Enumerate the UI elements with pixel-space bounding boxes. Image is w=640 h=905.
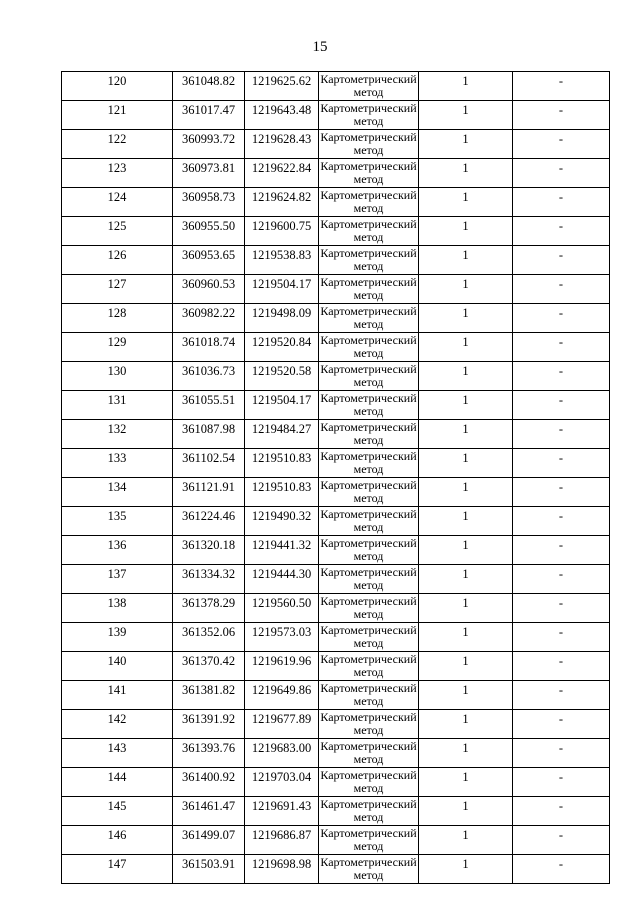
method-cell: Картометрический метод: [320, 420, 417, 447]
table-row: [62, 420, 610, 449]
y-coordinate-cell: 1219444.30: [245, 565, 319, 594]
accuracy-cell: 1: [419, 507, 513, 536]
x-coordinate-cell: 361391.92: [173, 710, 245, 739]
table-row: [62, 826, 610, 855]
x-coordinate-cell: 361461.47: [173, 797, 245, 826]
point-number-cell: 122: [62, 130, 173, 159]
y-coordinate-cell: 1219691.43: [245, 797, 319, 826]
x-coordinate-cell: 361378.29: [173, 594, 245, 623]
method-cell: Картометрический метод: [320, 710, 417, 737]
table-row: [62, 797, 610, 826]
method-cell: Картометрический метод: [320, 565, 417, 592]
method-cell: Картометрический метод: [320, 391, 417, 418]
point-number-cell: 140: [62, 652, 173, 681]
y-coordinate-cell: 1219498.09: [245, 304, 319, 333]
accuracy-cell: 1: [419, 565, 513, 594]
extra-cell: -: [513, 420, 610, 449]
extra-cell: -: [513, 217, 610, 246]
extra-cell: -: [513, 304, 610, 333]
table-row: [62, 72, 610, 101]
method-cell: Картометрический метод: [320, 478, 417, 505]
x-coordinate-cell: 361055.51: [173, 391, 245, 420]
accuracy-cell: 1: [419, 768, 513, 797]
table-row: [62, 536, 610, 565]
point-number-cell: 133: [62, 449, 173, 478]
coordinates-table: [61, 71, 610, 884]
y-coordinate-cell: 1219683.00: [245, 739, 319, 768]
extra-cell: -: [513, 72, 610, 101]
x-coordinate-cell: 360960.53: [173, 275, 245, 304]
y-coordinate-cell: 1219538.83: [245, 246, 319, 275]
accuracy-cell: 1: [419, 217, 513, 246]
point-number-cell: 129: [62, 333, 173, 362]
accuracy-cell: 1: [419, 855, 513, 884]
x-coordinate-cell: 361017.47: [173, 101, 245, 130]
point-number-cell: 128: [62, 304, 173, 333]
extra-cell: -: [513, 130, 610, 159]
extra-cell: -: [513, 449, 610, 478]
extra-cell: -: [513, 246, 610, 275]
table-row: [62, 159, 610, 188]
accuracy-cell: 1: [419, 72, 513, 101]
extra-cell: -: [513, 826, 610, 855]
x-coordinate-cell: 361121.91: [173, 478, 245, 507]
point-number-cell: 124: [62, 188, 173, 217]
y-coordinate-cell: 1219703.04: [245, 768, 319, 797]
accuracy-cell: 1: [419, 797, 513, 826]
point-number-cell: 145: [62, 797, 173, 826]
method-cell: Картометрический метод: [320, 739, 417, 766]
x-coordinate-cell: 361036.73: [173, 362, 245, 391]
table-row: [62, 710, 610, 739]
extra-cell: -: [513, 652, 610, 681]
x-coordinate-cell: 361393.76: [173, 739, 245, 768]
x-coordinate-cell: 361320.18: [173, 536, 245, 565]
point-number-cell: 120: [62, 72, 173, 101]
extra-cell: -: [513, 507, 610, 536]
table-row: [62, 739, 610, 768]
y-coordinate-cell: 1219624.82: [245, 188, 319, 217]
extra-cell: -: [513, 159, 610, 188]
accuracy-cell: 1: [419, 391, 513, 420]
point-number-cell: 130: [62, 362, 173, 391]
y-coordinate-cell: 1219686.87: [245, 826, 319, 855]
y-coordinate-cell: 1219490.32: [245, 507, 319, 536]
x-coordinate-cell: 360973.81: [173, 159, 245, 188]
table-row: [62, 507, 610, 536]
x-coordinate-cell: 360958.73: [173, 188, 245, 217]
accuracy-cell: 1: [419, 623, 513, 652]
method-cell: Картометрический метод: [320, 333, 417, 360]
x-coordinate-cell: 361048.82: [173, 72, 245, 101]
method-cell: Картометрический метод: [320, 623, 417, 650]
table-row: [62, 391, 610, 420]
point-number-cell: 131: [62, 391, 173, 420]
extra-cell: -: [513, 768, 610, 797]
extra-cell: -: [513, 478, 610, 507]
extra-cell: -: [513, 188, 610, 217]
y-coordinate-cell: 1219520.84: [245, 333, 319, 362]
table-row: [62, 565, 610, 594]
method-cell: Картометрический метод: [320, 826, 417, 853]
method-cell: Картометрический метод: [320, 130, 417, 157]
table-row: [62, 362, 610, 391]
x-coordinate-cell: 361224.46: [173, 507, 245, 536]
point-number-cell: 123: [62, 159, 173, 188]
accuracy-cell: 1: [419, 159, 513, 188]
table-row: [62, 652, 610, 681]
point-number-cell: 143: [62, 739, 173, 768]
accuracy-cell: 1: [419, 652, 513, 681]
accuracy-cell: 1: [419, 130, 513, 159]
x-coordinate-cell: 361503.91: [173, 855, 245, 884]
point-number-cell: 135: [62, 507, 173, 536]
table-row: [62, 217, 610, 246]
accuracy-cell: 1: [419, 739, 513, 768]
extra-cell: -: [513, 710, 610, 739]
point-number-cell: 126: [62, 246, 173, 275]
y-coordinate-cell: 1219510.83: [245, 449, 319, 478]
x-coordinate-cell: 361102.54: [173, 449, 245, 478]
x-coordinate-cell: 361381.82: [173, 681, 245, 710]
extra-cell: -: [513, 623, 610, 652]
point-number-cell: 132: [62, 420, 173, 449]
x-coordinate-cell: 360993.72: [173, 130, 245, 159]
accuracy-cell: 1: [419, 275, 513, 304]
accuracy-cell: 1: [419, 333, 513, 362]
table-row: [62, 130, 610, 159]
method-cell: Картометрический метод: [320, 246, 417, 273]
method-cell: Картометрический метод: [320, 449, 417, 476]
point-number-cell: 136: [62, 536, 173, 565]
coordinates-table-body: [62, 72, 610, 884]
y-coordinate-cell: 1219441.32: [245, 536, 319, 565]
accuracy-cell: 1: [419, 681, 513, 710]
accuracy-cell: 1: [419, 420, 513, 449]
y-coordinate-cell: 1219484.27: [245, 420, 319, 449]
extra-cell: -: [513, 594, 610, 623]
method-cell: Картометрический метод: [320, 72, 417, 99]
x-coordinate-cell: 361334.32: [173, 565, 245, 594]
point-number-cell: 146: [62, 826, 173, 855]
x-coordinate-cell: 361352.06: [173, 623, 245, 652]
method-cell: Картометрический метод: [320, 768, 417, 795]
table-row: [62, 246, 610, 275]
table-row: [62, 768, 610, 797]
y-coordinate-cell: 1219504.17: [245, 275, 319, 304]
y-coordinate-cell: 1219520.58: [245, 362, 319, 391]
x-coordinate-cell: 361087.98: [173, 420, 245, 449]
method-cell: Картометрический метод: [320, 797, 417, 824]
table-row: [62, 101, 610, 130]
table-row: [62, 594, 610, 623]
method-cell: Картометрический метод: [320, 594, 417, 621]
accuracy-cell: 1: [419, 710, 513, 739]
x-coordinate-cell: 361370.42: [173, 652, 245, 681]
method-cell: Картометрический метод: [320, 362, 417, 389]
accuracy-cell: 1: [419, 478, 513, 507]
x-coordinate-cell: 361400.92: [173, 768, 245, 797]
y-coordinate-cell: 1219677.89: [245, 710, 319, 739]
extra-cell: -: [513, 536, 610, 565]
y-coordinate-cell: 1219504.17: [245, 391, 319, 420]
point-number-cell: 142: [62, 710, 173, 739]
point-number-cell: 121: [62, 101, 173, 130]
extra-cell: -: [513, 739, 610, 768]
y-coordinate-cell: 1219600.75: [245, 217, 319, 246]
method-cell: Картометрический метод: [320, 188, 417, 215]
x-coordinate-cell: 360955.50: [173, 217, 245, 246]
y-coordinate-cell: 1219643.48: [245, 101, 319, 130]
table-row: [62, 623, 610, 652]
accuracy-cell: 1: [419, 536, 513, 565]
point-number-cell: 141: [62, 681, 173, 710]
x-coordinate-cell: 360953.65: [173, 246, 245, 275]
method-cell: Картометрический метод: [320, 652, 417, 679]
method-cell: Картометрический метод: [320, 304, 417, 331]
y-coordinate-cell: 1219625.62: [245, 72, 319, 101]
accuracy-cell: 1: [419, 101, 513, 130]
table-row: [62, 333, 610, 362]
x-coordinate-cell: 361499.07: [173, 826, 245, 855]
y-coordinate-cell: 1219622.84: [245, 159, 319, 188]
method-cell: Картометрический метод: [320, 507, 417, 534]
method-cell: Картометрический метод: [320, 536, 417, 563]
page-number: 15: [312, 39, 328, 55]
y-coordinate-cell: 1219698.98: [245, 855, 319, 884]
accuracy-cell: 1: [419, 362, 513, 391]
table-row: [62, 478, 610, 507]
extra-cell: -: [513, 681, 610, 710]
y-coordinate-cell: 1219510.83: [245, 478, 319, 507]
accuracy-cell: 1: [419, 826, 513, 855]
accuracy-cell: 1: [419, 594, 513, 623]
accuracy-cell: 1: [419, 449, 513, 478]
y-coordinate-cell: 1219628.43: [245, 130, 319, 159]
extra-cell: -: [513, 333, 610, 362]
table-row: [62, 275, 610, 304]
point-number-cell: 137: [62, 565, 173, 594]
y-coordinate-cell: 1219619.96: [245, 652, 319, 681]
table-row: [62, 188, 610, 217]
table-row: [62, 855, 610, 884]
method-cell: Картометрический метод: [320, 681, 417, 708]
method-cell: Картометрический метод: [320, 101, 417, 128]
y-coordinate-cell: 1219560.50: [245, 594, 319, 623]
table-row: [62, 449, 610, 478]
x-coordinate-cell: 360982.22: [173, 304, 245, 333]
point-number-cell: 134: [62, 478, 173, 507]
point-number-cell: 144: [62, 768, 173, 797]
method-cell: Картометрический метод: [320, 855, 417, 882]
extra-cell: -: [513, 101, 610, 130]
method-cell: Картометрический метод: [320, 275, 417, 302]
method-cell: Картометрический метод: [320, 159, 417, 186]
y-coordinate-cell: 1219573.03: [245, 623, 319, 652]
x-coordinate-cell: 361018.74: [173, 333, 245, 362]
extra-cell: -: [513, 391, 610, 420]
method-cell: Картометрический метод: [320, 217, 417, 244]
extra-cell: -: [513, 275, 610, 304]
extra-cell: -: [513, 362, 610, 391]
y-coordinate-cell: 1219649.86: [245, 681, 319, 710]
point-number-cell: 138: [62, 594, 173, 623]
accuracy-cell: 1: [419, 304, 513, 333]
point-number-cell: 139: [62, 623, 173, 652]
table-row: [62, 304, 610, 333]
table-row: [62, 681, 610, 710]
point-number-cell: 127: [62, 275, 173, 304]
extra-cell: -: [513, 797, 610, 826]
point-number-cell: 147: [62, 855, 173, 884]
accuracy-cell: 1: [419, 188, 513, 217]
accuracy-cell: 1: [419, 246, 513, 275]
extra-cell: -: [513, 565, 610, 594]
point-number-cell: 125: [62, 217, 173, 246]
extra-cell: -: [513, 855, 610, 884]
